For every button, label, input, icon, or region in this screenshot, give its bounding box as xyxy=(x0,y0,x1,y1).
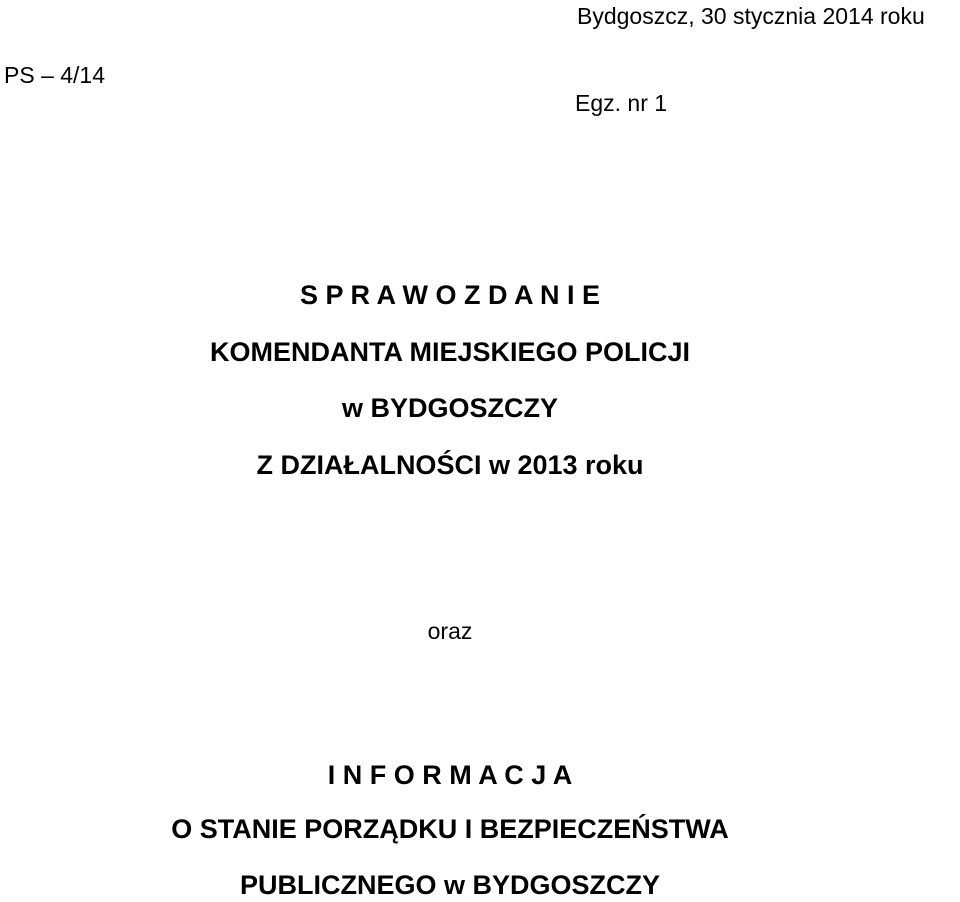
report-title-line-4: Z DZIAŁALNOŚCI w 2013 roku xyxy=(256,450,644,480)
report-title-line-3: w BYDGOSZCZY xyxy=(341,393,558,423)
connector-text: oraz xyxy=(427,618,473,644)
copy-number: Egz. nr 1 xyxy=(575,90,668,116)
reference-number: PS – 4/14 xyxy=(4,62,106,88)
info-title-heading: I N F O R M A C J A xyxy=(327,760,573,790)
report-title-line-2: KOMENDANTA MIEJSKIEGO POLICJI xyxy=(209,337,691,367)
info-title-line-3: PUBLICZNEGO w BYDGOSZCZY xyxy=(239,870,661,900)
place-date: Bydgoszcz, 30 stycznia 2014 roku xyxy=(577,3,925,29)
info-title-line-2: O STANIE PORZĄDKU I BEZPIECZEŃSTWA xyxy=(171,814,729,844)
report-title-heading: S P R A W O Z D A N I E xyxy=(299,280,601,310)
